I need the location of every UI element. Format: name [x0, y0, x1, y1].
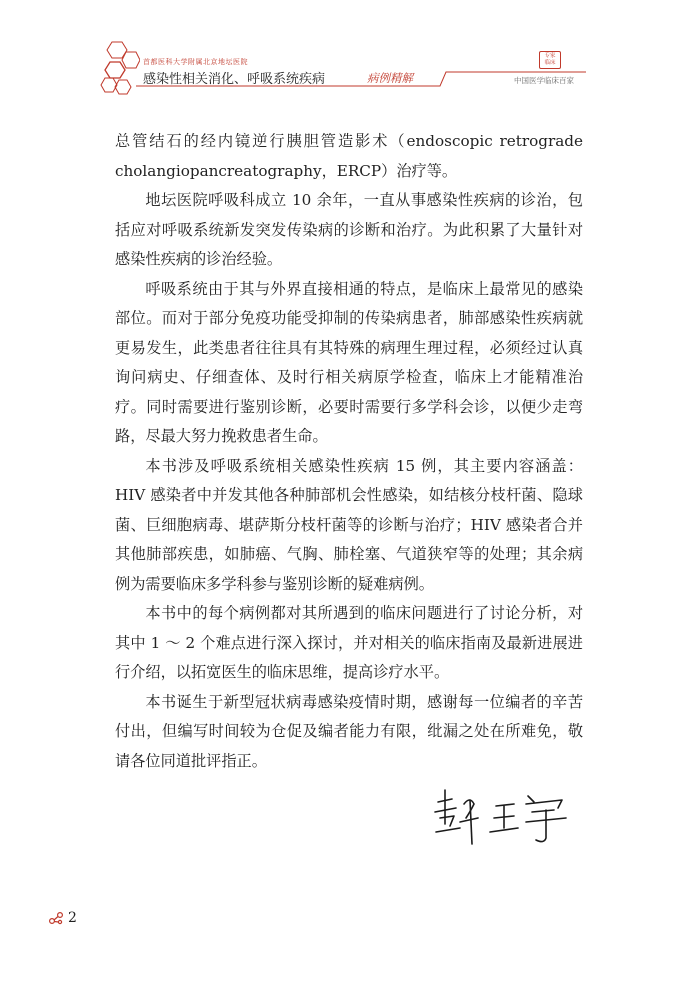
paragraph: 本书诞生于新型冠状病毒感染疫情时期，感谢每一位编者的辛苦付出，但编写时间较为仓促及编者能力有限，纰漏之处在所难免，敬请各位同道批评指正。	[115, 692, 583, 770]
molecule-icon	[48, 911, 64, 925]
hospital-name: 首都医科大学附属北京地坛医院	[143, 58, 248, 66]
hexagon-logo-icon	[100, 40, 140, 96]
stamp-line-1: 专家	[544, 53, 556, 59]
page-header	[0, 0, 700, 110]
paragraph: 地坛医院呼吸科成立 10 余年，一直从事感染性疾病的诊治，包括应对呼吸系统新发突发传染病的诊断和治疗。为此积累了大量针对感染性疾病的诊治经验。	[115, 191, 583, 268]
paragraph: 本书中的每个病例都对其所遇到的临床问题进行了讨论分析，对其中 1 ～ 2 个难点进行深入探讨，并对相关的临床指南及最新进展进行介绍，以拓宽医生的临床思维，提高诊疗水平。	[115, 604, 583, 681]
series-name: 病例精解	[367, 71, 413, 85]
paragraph: 呼吸系统由于其与外界直接相通的特点，是临床上最常见的感染部位。而对于部分免疫功能受抑制的传染病患者，肺部感染性疾病就更易发生，此类患者往往具有其特殊的病理生理过程，必须经过认真询问病史、仔细查体、及时行相关病原学检查，临床上才能精准治疗。同时需要进行鉴别诊断，必要时需要行多学科会诊，以便少走弯路，尽最大努力挽救患者生命。	[115, 279, 583, 445]
page-number: 2	[68, 910, 77, 926]
seal-stamp	[539, 51, 561, 69]
body-text	[115, 127, 583, 776]
publisher-name: 中国医学临床百家	[514, 76, 574, 85]
handwritten-signature	[430, 782, 585, 852]
book-title: 感染性相关消化、呼吸系统疾病	[143, 72, 326, 87]
stamp-line-2: 临床	[544, 60, 556, 66]
page-footer	[48, 910, 77, 926]
paragraph: 本书涉及呼吸系统相关感染性疾病 15 例，其主要内容涵盖：HIV 感染者中并发其他各种肺部机会性感染，如结核分枝杆菌、隐球菌、巨细胞病毒、堪萨斯分枝杆菌等的诊断与治疗；HIV 感染者合并其他肺部疾患，如肺癌、气胸、肺栓塞、气道狭窄等的处理；其余病例为需要临床多学科参与鉴别诊断的疑难病例。	[115, 456, 583, 593]
paragraph: 总管结石的经内镜逆行胰胆管造影术（endoscopic retrograde cholangiopancreatography，ERCP）治疗等。	[115, 132, 583, 180]
